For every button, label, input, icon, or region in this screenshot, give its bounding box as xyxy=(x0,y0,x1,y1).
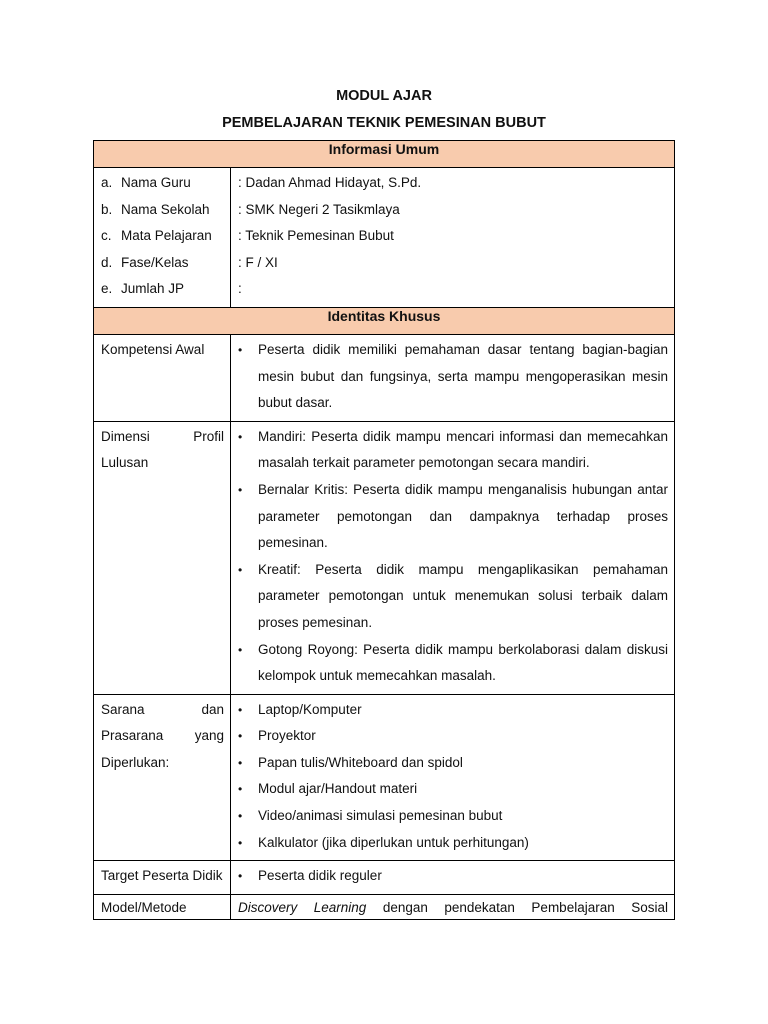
list-item-text: Kalkulator (jika diperlukan untuk perhitungan) xyxy=(258,834,529,850)
list-item-text: Modul ajar/Handout materi xyxy=(258,781,418,797)
model-value-italic: Discovery Learning xyxy=(238,899,367,915)
list-item xyxy=(238,697,668,724)
list-item xyxy=(238,803,668,830)
sarana-content xyxy=(231,694,675,861)
list-item-text: Laptop/Komputer xyxy=(258,701,362,717)
target-label-cell xyxy=(94,861,231,895)
list-item-text: Peserta didik memiliki pemahaman dasar tentang bagian-bagian mesin bubut dan fungsinya, serta mampu mengoperasikan mesin bubut dasar. xyxy=(258,341,668,411)
bullet-icon: • xyxy=(238,782,243,797)
bullet-icon: • xyxy=(238,429,243,444)
info-letter: b. xyxy=(101,201,113,217)
list-item-text: Video/animasi simulasi pemesinan bubut xyxy=(258,808,503,824)
bullet-icon: • xyxy=(238,869,243,884)
list-item-text: Gotong Royong: Peserta didik mampu berkolaborasi dalam diskusi kelompok untuk memecahkan masalah. xyxy=(258,641,668,684)
kompetensi-awal-list xyxy=(238,337,668,417)
target-label: Target Peserta Didik xyxy=(101,868,223,884)
sarana-label: Sarana dan Prasarana yang Diperlukan: xyxy=(101,701,224,770)
bullet-icon: • xyxy=(238,482,243,497)
info-label: Nama Guru xyxy=(121,175,191,190)
kompetensi-awal-content xyxy=(231,334,675,421)
document-title: MODUL AJAR xyxy=(336,88,432,104)
list-item xyxy=(238,637,668,690)
list-item xyxy=(238,750,668,777)
kompetensi-awal-label: Kompetensi Awal xyxy=(101,341,205,357)
model-row xyxy=(94,894,675,919)
info-value: : F / XI xyxy=(238,254,278,270)
info-label-row xyxy=(101,170,224,197)
info-label: Jumlah JP xyxy=(121,281,185,297)
info-value: : Dadan Ahmad Hidayat, S.Pd. xyxy=(238,175,422,190)
identitas-khusus-header-row xyxy=(94,307,675,334)
list-item-text: Mandiri: Peserta didik mampu mencari informasi dan memecahkan masalah terkait parameter pemotongan secara mandiri. xyxy=(258,428,668,471)
dimensi-profil-content xyxy=(231,421,675,694)
bullet-icon: • xyxy=(238,729,243,744)
bullet-icon: • xyxy=(238,809,243,824)
list-item-text: Kreatif: Peserta didik mampu mengaplikasikan pemahaman parameter pemotongan untuk menemukan solusi terbaik dalam proses pemesinan. xyxy=(258,561,668,630)
info-value: : SMK Negeri 2 Tasikmlaya xyxy=(238,201,400,217)
list-item xyxy=(238,776,668,803)
model-label-cell xyxy=(94,894,231,919)
informasi-umum-values xyxy=(231,168,675,308)
informasi-umum-header-row xyxy=(94,141,675,168)
list-item xyxy=(238,477,668,557)
dimensi-profil-row xyxy=(94,421,675,694)
informasi-umum-labels xyxy=(94,168,231,308)
model-label: Model/Metode xyxy=(101,899,187,915)
bullet-icon: • xyxy=(238,755,243,770)
bullet-icon: • xyxy=(238,642,243,657)
sarana-row xyxy=(94,694,675,861)
bullet-icon: • xyxy=(238,835,243,850)
info-letter: a. xyxy=(101,175,113,190)
dimensi-profil-list xyxy=(238,424,668,690)
info-letter: e. xyxy=(101,281,113,297)
bullet-icon: • xyxy=(238,702,243,717)
target-content xyxy=(231,861,675,895)
bullet-icon: • xyxy=(238,342,243,357)
sarana-list xyxy=(238,697,668,857)
target-list xyxy=(238,863,668,890)
list-item-text: Bernalar Kritis: Peserta didik mampu menganalisis hubungan antar parameter pemotongan dan dampaknya terhadap proses pemesinan. xyxy=(258,481,668,551)
info-label: Mata Pelajaran xyxy=(121,228,212,244)
list-item xyxy=(238,337,668,417)
target-row xyxy=(94,861,675,895)
info-label-row xyxy=(101,197,224,224)
info-letter: c. xyxy=(101,228,112,244)
list-item xyxy=(238,557,668,637)
list-item-text: Peserta didik reguler xyxy=(258,868,382,884)
document-subtitle: PEMBELAJARAN TEKNIK PEMESINAN BUBUT xyxy=(222,115,546,131)
informasi-umum-row xyxy=(94,168,675,308)
sarana-label-cell xyxy=(94,694,231,861)
info-label-row xyxy=(101,250,224,277)
list-item-text: Proyektor xyxy=(258,728,316,744)
dimensi-profil-label: Dimensi Profil Lulusan xyxy=(101,428,224,471)
list-item xyxy=(238,723,668,750)
info-label: Fase/Kelas xyxy=(121,254,189,270)
info-letter: d. xyxy=(101,254,113,270)
informasi-umum-header: Informasi Umum xyxy=(94,141,675,168)
identitas-khusus-header: Identitas Khusus xyxy=(94,307,675,334)
info-value: : Teknik Pemesinan Bubut xyxy=(238,228,394,244)
dimensi-profil-label-cell xyxy=(94,421,231,694)
modul-table xyxy=(93,140,675,920)
model-content xyxy=(231,894,675,919)
info-label-row xyxy=(101,223,224,250)
model-value xyxy=(231,895,674,919)
list-item xyxy=(238,424,668,477)
model-value-rest: dengan pendekatan Pembelajaran Sosial xyxy=(366,899,668,915)
kompetensi-awal-label-cell xyxy=(94,334,231,421)
info-label: Nama Sekolah xyxy=(121,201,210,217)
list-item-text: Papan tulis/Whiteboard dan spidol xyxy=(258,754,463,770)
list-item xyxy=(238,863,668,890)
list-item xyxy=(238,830,668,857)
kompetensi-awal-row xyxy=(94,334,675,421)
info-label-row xyxy=(101,276,224,303)
info-value: : xyxy=(238,281,242,297)
bullet-icon: • xyxy=(238,562,243,577)
